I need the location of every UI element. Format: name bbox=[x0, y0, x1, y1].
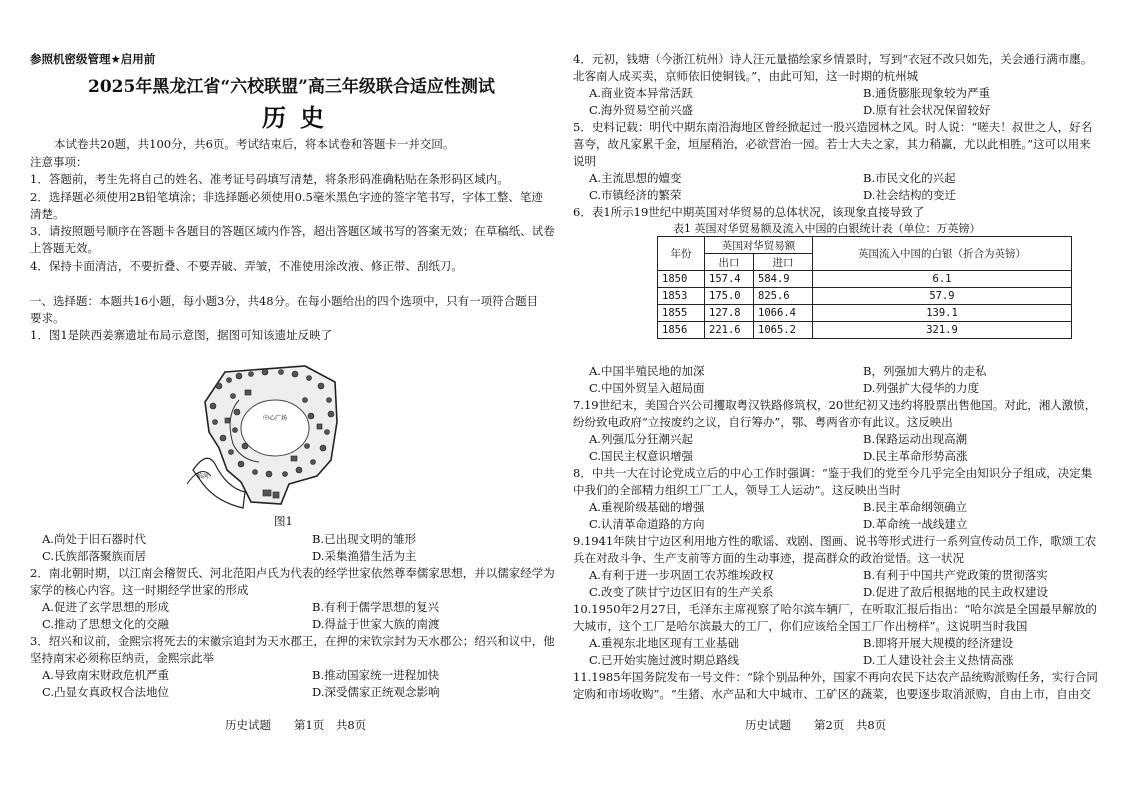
q4-stem-line: 北客南人成买卖，京师依旧使铜钱。”，由此可知，这一时期的杭州城 bbox=[573, 69, 919, 83]
q2-option-b[interactable]: B.有利于儒学思想的复兴 bbox=[312, 600, 440, 614]
q9-option-a[interactable]: A.有利于进一步巩固工农苏维埃政权 bbox=[589, 568, 774, 582]
cell-year: 1855 bbox=[658, 305, 705, 322]
q2-option-d[interactable]: D.得益于世家大族的南渡 bbox=[312, 617, 440, 631]
q8-option-d[interactable]: D.革命统一战线建立 bbox=[863, 517, 968, 531]
notice-line: 清楚。 bbox=[30, 207, 65, 221]
q1-option-a[interactable]: A.尚处于旧石器时代 bbox=[42, 532, 146, 546]
q10-option-b[interactable]: B.即将开展大规模的经济建设 bbox=[863, 636, 1014, 650]
q4-stem-line: 4．元初，钱塘（今浙江杭州）诗人汪元量描绘家乡情景时，写到“衣冠不改只如先，关会通行满市廛。 bbox=[573, 52, 1093, 66]
q8-stem-line: 8．中共一大在讨论党成立后的中心工作时强调：“鉴于我们的党至今几乎完全由知识分子组成，决定集 bbox=[573, 466, 1093, 480]
table-header-import: 进口 bbox=[754, 254, 813, 271]
q7-option-c[interactable]: C.国民主权意识增强 bbox=[589, 449, 694, 463]
cell-export: 127.8 bbox=[705, 305, 754, 322]
q9-stem-line: 9.1941年陕甘宁边区利用地方性的歌谣、戏剧、图画、说书等形式进行一系列宣传动员工作，歌颂工农 bbox=[573, 534, 1097, 548]
q2-stem-line: 家学的核心内容。这一时期经学世家的形成 bbox=[30, 583, 249, 597]
q5-option-b[interactable]: B.市民文化的兴起 bbox=[863, 171, 956, 185]
q6-option-a[interactable]: A.中国半殖民地的加深 bbox=[589, 364, 705, 378]
figure-caption: 图1 bbox=[274, 514, 293, 528]
q9-stem-line: 兵在对敌斗争、生产支前等方面的生动事迹，提高群众的政治觉悟。这一状况 bbox=[573, 551, 964, 565]
cell-silver: 6.1 bbox=[813, 271, 1072, 288]
q2-stem-line: 2．南北朝时期，以江南会稽贺氏、河北范阳卢氏为代表的经学世家依然尊奉儒家思想，并以儒家经学为 bbox=[30, 566, 555, 580]
q1-option-c[interactable]: C.氏族部落聚族而居 bbox=[42, 549, 147, 563]
subject-title: 历史 bbox=[262, 103, 338, 132]
cell-export: 221.6 bbox=[705, 322, 754, 339]
q11-stem-line: 定购和市场收购”。“生猪、水产品和大中城市、工矿区的蔬菜，也要逐步取消派购，自由上市，自由交 bbox=[573, 687, 1091, 701]
notice-line: 4．保持卡面清洁，不要折叠、不要弄破、弄皱，不准使用涂改液、修正带、刮纸刀。 bbox=[30, 259, 463, 273]
notice-line: 2．选择题必须使用2B铅笔填涂；非选择题必须使用0.5毫米黑色字迹的签字笔书写，字体工整、笔迹 bbox=[30, 190, 543, 204]
q9-option-b[interactable]: B.有利于中国共产党政策的贯彻落实 bbox=[863, 568, 1048, 582]
cell-year: 1850 bbox=[658, 271, 705, 288]
q3-stem-line: 坚持南宋必须称臣纳贡，金熙宗此举 bbox=[30, 651, 214, 665]
q7-option-b[interactable]: B.保路运动出现高潮 bbox=[863, 432, 968, 446]
q6-option-d[interactable]: D.列强扩大侵华的力度 bbox=[863, 381, 979, 395]
q3-stem-line: 3．绍兴和议前，金熙宗将死去的宋徽宗追封为天水郡王，在押的宋钦宗封为天水郡公；绍兴和议中，他 bbox=[30, 634, 555, 648]
table-header-silver: 英国流入中国的白银（折合为英镑） bbox=[813, 237, 1072, 271]
trade-table bbox=[657, 236, 1072, 339]
q6-option-c[interactable]: C.中国外贸呈入超局面 bbox=[589, 381, 705, 395]
q4-option-c[interactable]: C.海外贸易空前兴盛 bbox=[589, 103, 694, 117]
cell-silver: 57.9 bbox=[813, 288, 1072, 305]
q6-option-b[interactable]: B，列强加大鸦片的走私 bbox=[863, 364, 987, 378]
q8-option-c[interactable]: C.认清革命道路的方向 bbox=[589, 517, 705, 531]
figure-label-river: 临河 bbox=[197, 473, 210, 480]
q7-stem-line: 纷纷致电政府“立按废约之议，自行筹办”，鄂、粤两省亦有此议。这反映出 bbox=[573, 415, 953, 429]
q10-option-d[interactable]: D.工人建设社会主义热情高涨 bbox=[863, 653, 1014, 667]
cell-year: 1856 bbox=[658, 322, 705, 339]
q4-option-d[interactable]: D.原有社会状况保留较好 bbox=[863, 103, 991, 117]
q10-stem-line: 10.1950年2月27日，毛泽东主席视察了哈尔滨车辆厂，在听取汇报后指出：“哈尔滨是全国最早解放的 bbox=[573, 602, 1097, 616]
q8-stem-line: 中我们的全部精力组织工厂工人，领导工人运动”。这反映出当时 bbox=[573, 483, 901, 497]
q4-option-b[interactable]: B.通货膨胀现象较为严重 bbox=[863, 86, 991, 100]
cell-import: 825.6 bbox=[754, 288, 813, 305]
q3-option-c[interactable]: C.凸显女真政权合法地位 bbox=[42, 685, 170, 699]
notice-title: 注意事项： bbox=[30, 155, 88, 169]
q10-stem-line: 大城市，这个工厂是哈尔滨最大的工厂，你们应该给全国工厂作出榜样”。这说明当时我国 bbox=[573, 619, 1028, 633]
q7-stem-line: 7.19世纪末，美国合兴公司攫取粤汉铁路修筑权，20世纪初又违约将股票出售他国。对此，湘人激愤， bbox=[573, 398, 1097, 412]
table-header-export: 出口 bbox=[705, 254, 754, 271]
q9-option-c[interactable]: C.改变了陕甘宁边区旧有的生产关系 bbox=[589, 585, 774, 599]
cell-export: 175.0 bbox=[705, 288, 754, 305]
q3-option-a[interactable]: A.导致南宋财政危机严重 bbox=[42, 668, 169, 682]
site-layout-figure bbox=[185, 352, 343, 510]
exam-title: 2025年黑龙江省“六校联盟”高三年级联合适应性测试 bbox=[88, 77, 495, 97]
cell-silver: 321.9 bbox=[813, 322, 1072, 339]
section-title-cont: 要求。 bbox=[30, 311, 65, 325]
q5-option-a[interactable]: A.主流思想的嬗变 bbox=[589, 171, 682, 185]
table-row bbox=[658, 305, 1072, 322]
q7-option-a[interactable]: A.列强瓜分狂潮兴起 bbox=[589, 432, 693, 446]
page-footer-2: 历史试题 第2页 共8页 bbox=[745, 718, 887, 732]
q1-option-b[interactable]: B.已出现文明的雏形 bbox=[312, 532, 417, 546]
cell-silver: 139.1 bbox=[813, 305, 1072, 322]
q2-option-c[interactable]: C.推动了思想文化的交融 bbox=[42, 617, 170, 631]
q5-option-d[interactable]: D.社会结构的变迁 bbox=[863, 188, 956, 202]
confidential-note: 参照机密级管理★启用前 bbox=[30, 52, 156, 66]
q6-stem: 6．表1所示19世纪中期英国对华贸易的总体状况，该现象直接导致了 bbox=[573, 205, 925, 219]
table-header-trade: 英国对华贸易额 bbox=[705, 237, 813, 254]
cell-import: 1065.2 bbox=[754, 322, 813, 339]
q2-option-a[interactable]: A.促进了玄学思想的形成 bbox=[42, 600, 169, 614]
table-row bbox=[658, 288, 1072, 305]
cell-year: 1853 bbox=[658, 288, 705, 305]
q5-stem-line: 5．史料记载：明代中期东南沿海地区曾经掀起过一股兴造园林之风。时人说：“嗟夫！叔世之人，好名 bbox=[573, 120, 1093, 134]
cell-import: 584.9 bbox=[754, 271, 813, 288]
figure-label-plaza: 中心广场 bbox=[263, 415, 288, 422]
q5-option-c[interactable]: C.市镇经济的繁荣 bbox=[589, 188, 682, 202]
notice-line: 1．答题前，考生先将自己的姓名、准考证号码填写清楚，将条形码准确粘贴在条形码区域内。 bbox=[30, 172, 509, 186]
q11-stem-line: 11.1985年国务院发布一号文件：“除个别品种外，国家不再向农民下达农产品统购派购任务，实行合同 bbox=[573, 670, 1098, 684]
notice-line: 上答题无效。 bbox=[30, 241, 99, 255]
q8-option-a[interactable]: A.重视阶级基础的增强 bbox=[589, 500, 705, 514]
q9-option-d[interactable]: D.促进了敌后根据地的民主政权建设 bbox=[863, 585, 1048, 599]
q3-option-b[interactable]: B.推动国家统一进程加快 bbox=[312, 668, 440, 682]
section-title: 一、选择题：本题共16小题，每小题3分，共48分。在每小题给出的四个选项中，只有一项符合题目 bbox=[30, 294, 539, 308]
cell-import: 1066.4 bbox=[754, 305, 813, 322]
intro-text: 本试卷共20题，共100分，共6页。考试结束后，将本试卷和答题卡一并交回。 bbox=[54, 137, 455, 151]
page-footer-1: 历史试题 第1页 共8页 bbox=[225, 718, 367, 732]
q1-option-d[interactable]: D.采集渔猎生活为主 bbox=[312, 549, 417, 563]
cell-export: 157.4 bbox=[705, 271, 754, 288]
q8-option-b[interactable]: B.民主革命纲领确立 bbox=[863, 500, 968, 514]
table-row bbox=[658, 322, 1072, 339]
notice-line: 3．请按照题号顺序在答题卡各题目的答题区域内作答，超出答题区域书写的答案无效；在草稿纸、试卷 bbox=[30, 224, 555, 238]
table-caption: 表1 英国对华贸易额及流入中国的白银统计表（单位：万英镑） bbox=[673, 222, 981, 235]
q10-option-c[interactable]: C.已开始实施过渡时期总路线 bbox=[589, 653, 740, 667]
table-header-year: 年份 bbox=[658, 237, 705, 271]
q10-option-a[interactable]: A.重视东北地区现有工业基础 bbox=[589, 636, 739, 650]
q7-option-d[interactable]: D.民主革命形势高涨 bbox=[863, 449, 968, 463]
q5-stem-line: 说明 bbox=[573, 154, 596, 168]
q4-option-a[interactable]: A.商业资本异常活跃 bbox=[589, 86, 693, 100]
q3-option-d[interactable]: D.深受儒家正统观念影响 bbox=[312, 685, 440, 699]
q1-stem: 1．图1是陕西姜寨遗址布局示意图，据图可知该遗址反映了 bbox=[30, 328, 333, 342]
table-row bbox=[658, 271, 1072, 288]
q5-stem-line: 喜夸，故凡家累千金，垣屋稍治，必欲营治一园。若士大夫之家，其力稍赢，尤以此相胜。”这可以用来 bbox=[573, 137, 1091, 151]
